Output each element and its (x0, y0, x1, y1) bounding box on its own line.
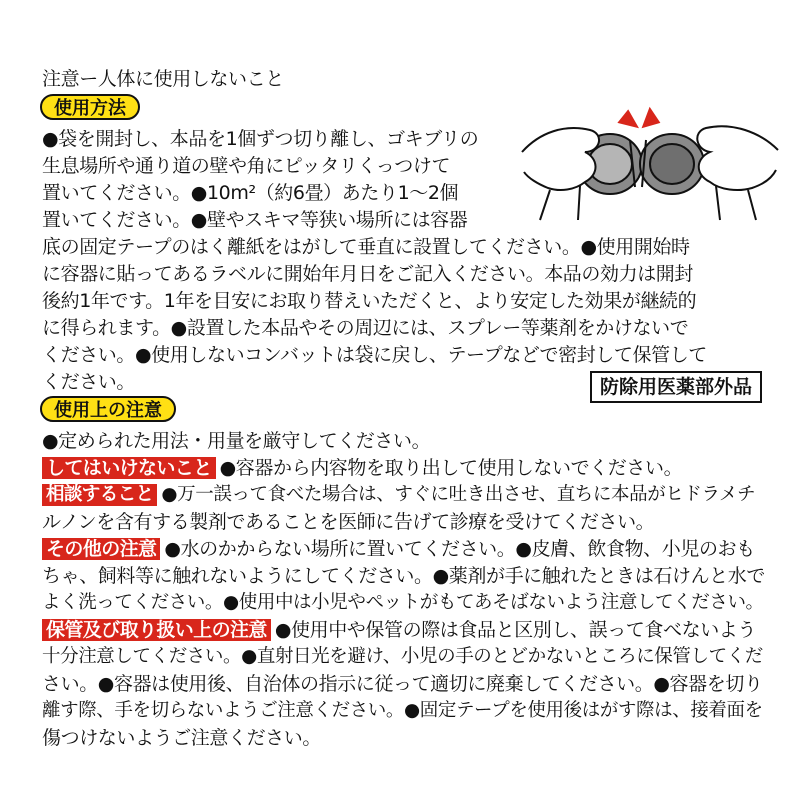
usage-line-6: に容器に貼ってあるラベルに開始年月日をご記入ください。本品の効力は開封 (42, 263, 694, 285)
right-hand (697, 126, 778, 190)
quasi-drug-label: 防除用医薬部外品 (590, 371, 762, 403)
other-text-1: ●水のかからない場所に置いてください。●皮膚、飲食物、小児のおも (164, 538, 755, 560)
warning-title: 注意ー人体に使用しないこと (42, 68, 284, 90)
consult-tag: 相談すること (42, 484, 157, 506)
forbidden-tag: してはいけないこと (42, 457, 216, 479)
usage-line-2: 生息場所や通り道の壁や角にピッタリくっつけて (42, 155, 451, 177)
precautions-heading: 使用上の注意 (40, 396, 176, 422)
forbidden-text: ●容器から内容物を取り出して使用しないでください。 (219, 457, 683, 479)
other-line-1 (42, 538, 755, 560)
storage-line-5: 傷つけないようご注意ください。 (42, 727, 322, 749)
usage-line-7: 後約1年です。1年を目安にお取り替えいただくと、より安定した効果が継続的 (42, 290, 697, 312)
storage-line-2: 十分注意してください。●直射日光を避け、小児の手のとどかないところに保管してくだ (42, 646, 763, 667)
usage-line-3: 置いてください。●10m²（約6畳）あたり1〜2個 (42, 182, 459, 204)
storage-tag: 保管及び取り扱い上の注意 (42, 619, 271, 641)
consult-line-1 (42, 484, 755, 506)
usage-line-1: ●袋を開封し、本品を1個ずつ切り離し、ゴキブリの (42, 128, 479, 150)
storage-line-4: 離す際、手を切らないようご注意ください。●固定テープを使用後はがす際は、接着面を (42, 700, 763, 721)
storage-line-1 (42, 619, 756, 641)
usage-line-10: ください。 (42, 371, 136, 393)
right-bait-container (640, 134, 704, 194)
snap-mark-icon (620, 110, 658, 126)
usage-line-5: 底の固定テープのはく離紙をはがして垂直に設置してください。●使用開始時 (42, 236, 690, 258)
left-hand (522, 128, 599, 190)
other-tag: その他の注意 (42, 538, 160, 560)
forbidden-line (42, 457, 682, 479)
storage-line-3: さい。●容器は使用後、自治体の指示に従って適切に廃棄してください。●容器を切り (42, 673, 763, 695)
consult-line-2: ルノンを含有する製剤であることを医師に告げて診療を受けてください。 (42, 511, 655, 533)
usage-line-8: に得られます。●設置した本品やその周辺には、スプレー等薬剤をかけないで (42, 317, 689, 339)
hands-snapping-containers-illustration (520, 92, 780, 222)
usage-heading: 使用方法 (40, 94, 140, 120)
other-line-2: ちゃ、飼料等に触れないようにしてください。●薬剤が手に触れたときは石けんと水で (42, 565, 765, 587)
other-line-3: よく洗ってください。●使用中は小児やペットがもてあそばないよう注意してください。 (42, 592, 764, 613)
usage-line-4: 置いてください。●壁やスキマ等狭い場所には容器 (42, 209, 468, 231)
usage-line-9: ください。●使用しないコンバットは袋に戻し、テープなどで密封して保管して (42, 344, 707, 366)
storage-text-1: ●使用中や保管の際は食品と区別し、誤って食べないよう (274, 619, 756, 641)
consult-text-1: ●万一誤って食べた場合は、すぐに吐き出させ、直ちに本品がヒドラメチ (161, 484, 756, 505)
precaution-line-1: ●定められた用法・用量を厳守してください。 (42, 430, 431, 452)
